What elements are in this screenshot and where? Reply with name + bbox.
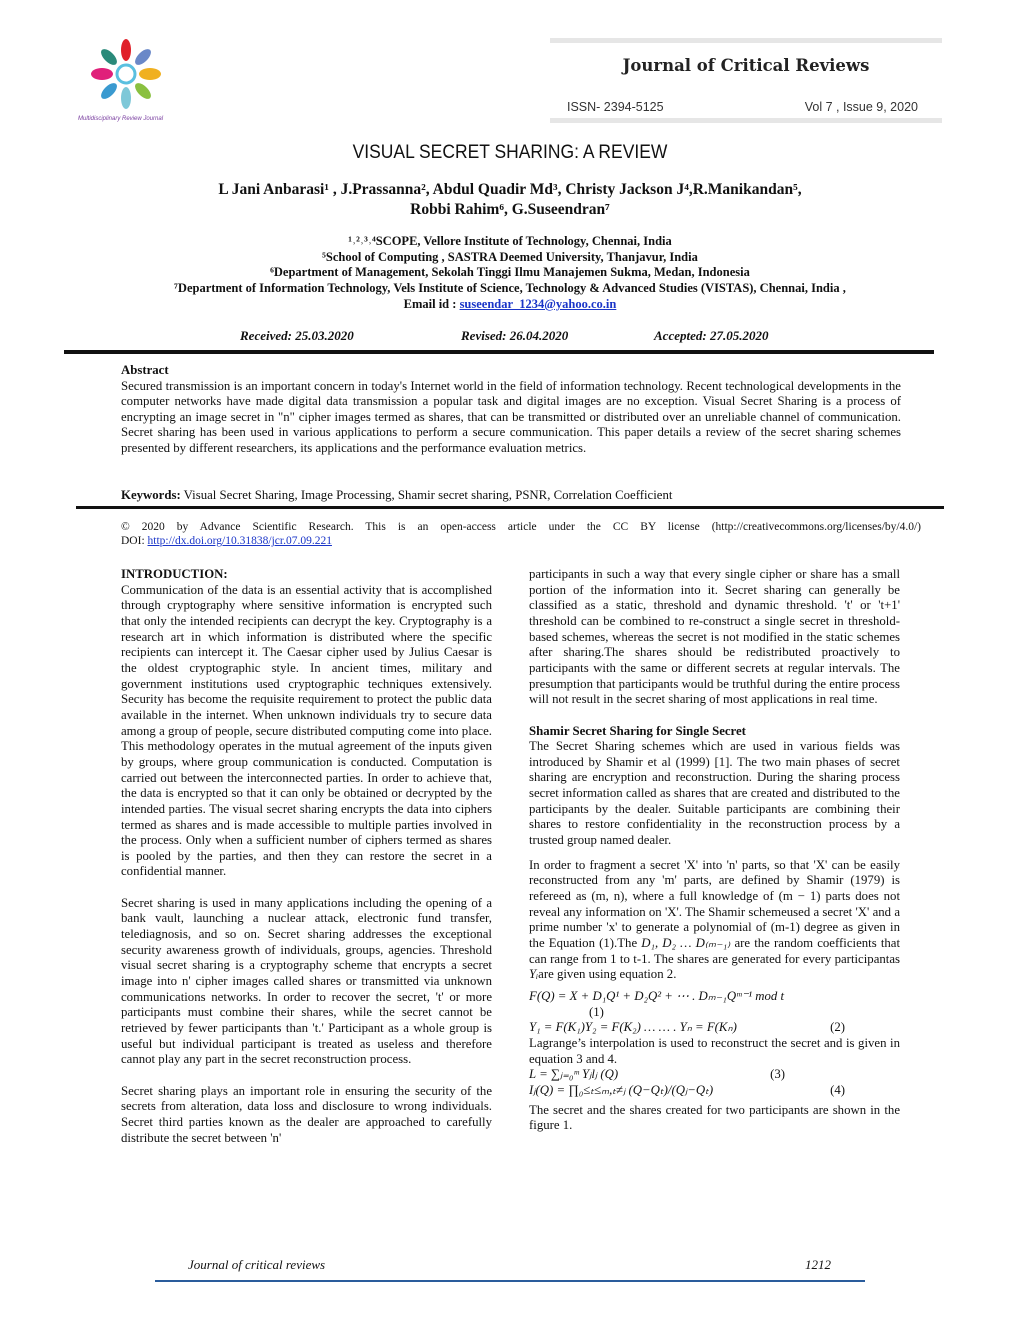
received-date: Received: 25.03.2020 <box>240 328 354 343</box>
section-heading: INTRODUCTION: <box>121 567 228 581</box>
authors-line-1: L Jani Anbarasi¹ , J.Prassanna², Abdul Quadir Md³, Christy Jackson J⁴,R.Manikandan⁵, <box>218 181 802 198</box>
paper-title: VISUAL SECRET SHARING: A REVIEW <box>352 142 668 163</box>
footer-line <box>155 1280 865 1282</box>
abstract-heading: Abstract <box>121 363 169 377</box>
affiliations <box>60 234 960 313</box>
issn: ISSN- 2394-5125 <box>567 100 664 114</box>
text: are the random coefficients that can range from 1 to t-1. The shares are generated for every participantas <box>529 936 901 966</box>
footer-journal: Journal of critical reviews <box>188 1257 326 1272</box>
doi-label: DOI: <box>121 535 148 547</box>
volume-issue: Vol 7 , Issue 9, 2020 <box>804 100 918 114</box>
paragraph: participants in such a way that every single cipher or share has a small portion of the information into it. Secret sharing can generally be classified as a static, threshold and dynamic threshold. 't' or 't+1' threshold can be combined to re-construct a single secret in threshold-based schemes, whereas the secret is not modified in the static schemes after sharing.The shares should be redistributed proactively to participants with the same or different secrets at regular intervals. The presumption that participants would be truthful during the entire process will not result in the secret sharing of most applications in real time. <box>529 567 900 707</box>
text: In order to fragment a secret 'X' into 'n' parts, so that 'X' can be easily reconstructed from any 'm' parts, are defined by Shamir (1979) is refereed as (m, n), where a full knowledge of (m − 1) parts does not reveal any information on 'X'. The Shamir schemeused a secret 'X' and a prime number 'x' to generate a polynomial of (m-1) degree as given in the Equation (1).The <box>529 857 900 951</box>
equation-number: (4) <box>830 1082 845 1097</box>
equation-2: Y₁ = F(K₁)Y₂ = F(K₂) … … . Yₙ = F(Kₙ) <box>529 1020 737 1035</box>
page-number: 1212 <box>805 1257 831 1272</box>
section-heading: Shamir Secret Sharing for Single Secret <box>529 723 746 738</box>
paragraph: The Secret Sharing schemes which are used in various fields was introduced by Shamir et al (1999) [1]. The two main phases of secret sharing are encryption and reconstruction. During the sharing process secret information called as shares that are created and distributed to the participants by the dealer. Suitable participants are combining their shares to restore confidentiality in the reconstruction process by a trusted group named dealer. <box>529 739 900 848</box>
accepted-date: Accepted: 27.05.2020 <box>654 328 769 343</box>
text: are given using equation 2. <box>538 967 677 982</box>
license-text: © 2020 by Advance Scientific Research. This is an open-access article under the CC BY license (http://creativecommons.org/licenses/by/4.0/) <box>121 521 921 533</box>
equation-1: F(Q) = X + D₁Q¹ + D₂Q² + ⋯ . Dₘ₋₁Qᵐ⁻¹ mod t <box>529 989 785 1003</box>
equation-3-row <box>529 1067 900 1083</box>
logo-caption: Multidisciplinary Review Journal <box>78 116 164 122</box>
divider <box>64 350 934 354</box>
abstract <box>121 363 901 457</box>
authors <box>100 180 920 220</box>
paragraph: Communication of the data is an essential activity that is accomplished through cryptography where sensitive information is encrypted such that only the intended recipients can decrypt the key. Cryptography is a research art in which information is distributed where the specific recipients can intercept it. The Caesar cipher used by Julius Caesar is the oldest cryptographic style. In ancient times, military and government institutions used cryptographic techniques extensively. Security has become the requisite requirement to protect the public data available in the internet. When unknown individuals try to secure data among a group of people, secure distributed computing come into place. This methodology operates in the mutual agreement of the inputs given by groups, where group communication is conducted. Computation is carried out between the interconnected parties. In order to achieve that, the data is encrypted so that it can only be obtained or decrypted by the intended parties. The visual secret sharing encrypts the data into ciphers termed as shares and is made accessible to multiple parties involved in the process. Only when a sufficient number of ciphers termed as shares is pooled by the parties, and then they can restore the secret in a confidential manner. <box>121 582 492 879</box>
abstract-text: Secured transmission is an important concern in today's Internet world in the field of information technology. Recent technological developments in the computer networks have made digital data transmission a popular task and digital images are no exception. Visual Secret Sharing is a process of encrypting an image secret in "n" cipher images termed as shares, that can be transmitted or distributed over an unreliable channel of communication. Secret sharing has been used in various applications to perform a secure communication. This paper details a review of the secret sharing schemes presented by different researchers, its applications and the performance evaluation metrics. <box>121 378 901 455</box>
math: D₁, D₂ … D₍ₘ₋₁₎ <box>641 936 731 951</box>
equation-3: L = ∑ⱼ₌₀ᵐ Yⱼlⱼ (Q) <box>529 1067 619 1082</box>
paragraph: The secret and the shares created for two participants are shown in the figure 1. <box>529 1102 900 1133</box>
email-link[interactable]: suseendar_1234@yahoo.co.in <box>459 296 617 311</box>
doi-link[interactable]: http://dx.doi.org/10.31838/jcr.07.09.221 <box>147 535 332 547</box>
header-bar-top <box>550 38 942 43</box>
journal-logo <box>84 34 168 116</box>
paragraph: Secret sharing plays an important role in ensuring the security of the secrets from alteration, data loss and disclosure to wrong individuals. Secret third parties known as the dealer are approached to carefully distribute the secret between 'n' <box>121 1083 492 1145</box>
divider <box>76 506 944 509</box>
keywords-label: Keywords: <box>121 488 181 502</box>
paragraph <box>529 858 900 983</box>
email-line <box>60 297 960 313</box>
affiliation: ⁷Department of Information Technology, Vels Institute of Science, Technology & Advanced Studies (VISTAS), Chennai, India , <box>174 281 846 296</box>
equation-2-row <box>529 1020 900 1036</box>
authors-line-2: Robbi Rahim⁶, G.Suseendran⁷ <box>410 201 610 218</box>
equation-number: (3) <box>770 1067 785 1082</box>
revised-date: Revised: 26.04.2020 <box>461 328 569 343</box>
equation-1-number: (1) <box>589 1004 604 1019</box>
keywords <box>121 488 901 503</box>
math: Yᵢ <box>529 967 539 982</box>
paragraph: Lagrange’s interpolation is used to reconstruct the secret and is given in equation 3 and 4. <box>529 1035 900 1066</box>
journal-title: Journal of Critical Reviews <box>622 56 870 75</box>
email-label: Email id : <box>403 296 460 311</box>
equation-4: Iⱼ(Q) = ∏₀≤ₜ≤ₘ,ₜ≠ⱼ (Q−Qₜ)/(Qⱼ−Qₜ) <box>529 1082 714 1097</box>
header-bar-bottom <box>550 118 942 123</box>
affiliation: ⁵School of Computing , SASTRA Deemed University, Thanjavur, India <box>322 249 698 264</box>
right-column <box>529 567 900 1134</box>
left-column <box>121 567 492 1162</box>
affiliation: ¹˒²˒³˒⁴SCOPE, Vellore Institute of Technology, Chennai, India <box>348 234 672 248</box>
equation-4-row <box>529 1083 900 1099</box>
doi-line <box>121 535 332 547</box>
keywords-text: Visual Secret Sharing, Image Processing, Shamir secret sharing, PSNR, Correlation Coefficient <box>180 488 673 502</box>
affiliation: ⁶Department of Management, Sekolah Tinggi Ilmu Manajemen Sukma, Medan, Indonesia <box>270 265 750 280</box>
paragraph: Secret sharing is used in many applications including the opening of a bank vault, launching a nuclear attack, electronic fund transfer, telediagnosis, and so on. Secret sharing addresses the exceptional security awareness growth of individuals, groups, agencies. Threshold visual secret sharing is a cryptography scheme that encrypts a secret image into n' cipher images called shares or transmitted via unknown communications networks. In order to recover the secret, 't' or more participants must combine their shares, while the secret cannot be retrieved by fewer participants than 't.' Participant as a whole group is useful but individual participant is treated as useless and therefore cannot play any part in the secret reconstruction process. <box>121 895 492 1067</box>
equation-number: (2) <box>830 1020 845 1035</box>
